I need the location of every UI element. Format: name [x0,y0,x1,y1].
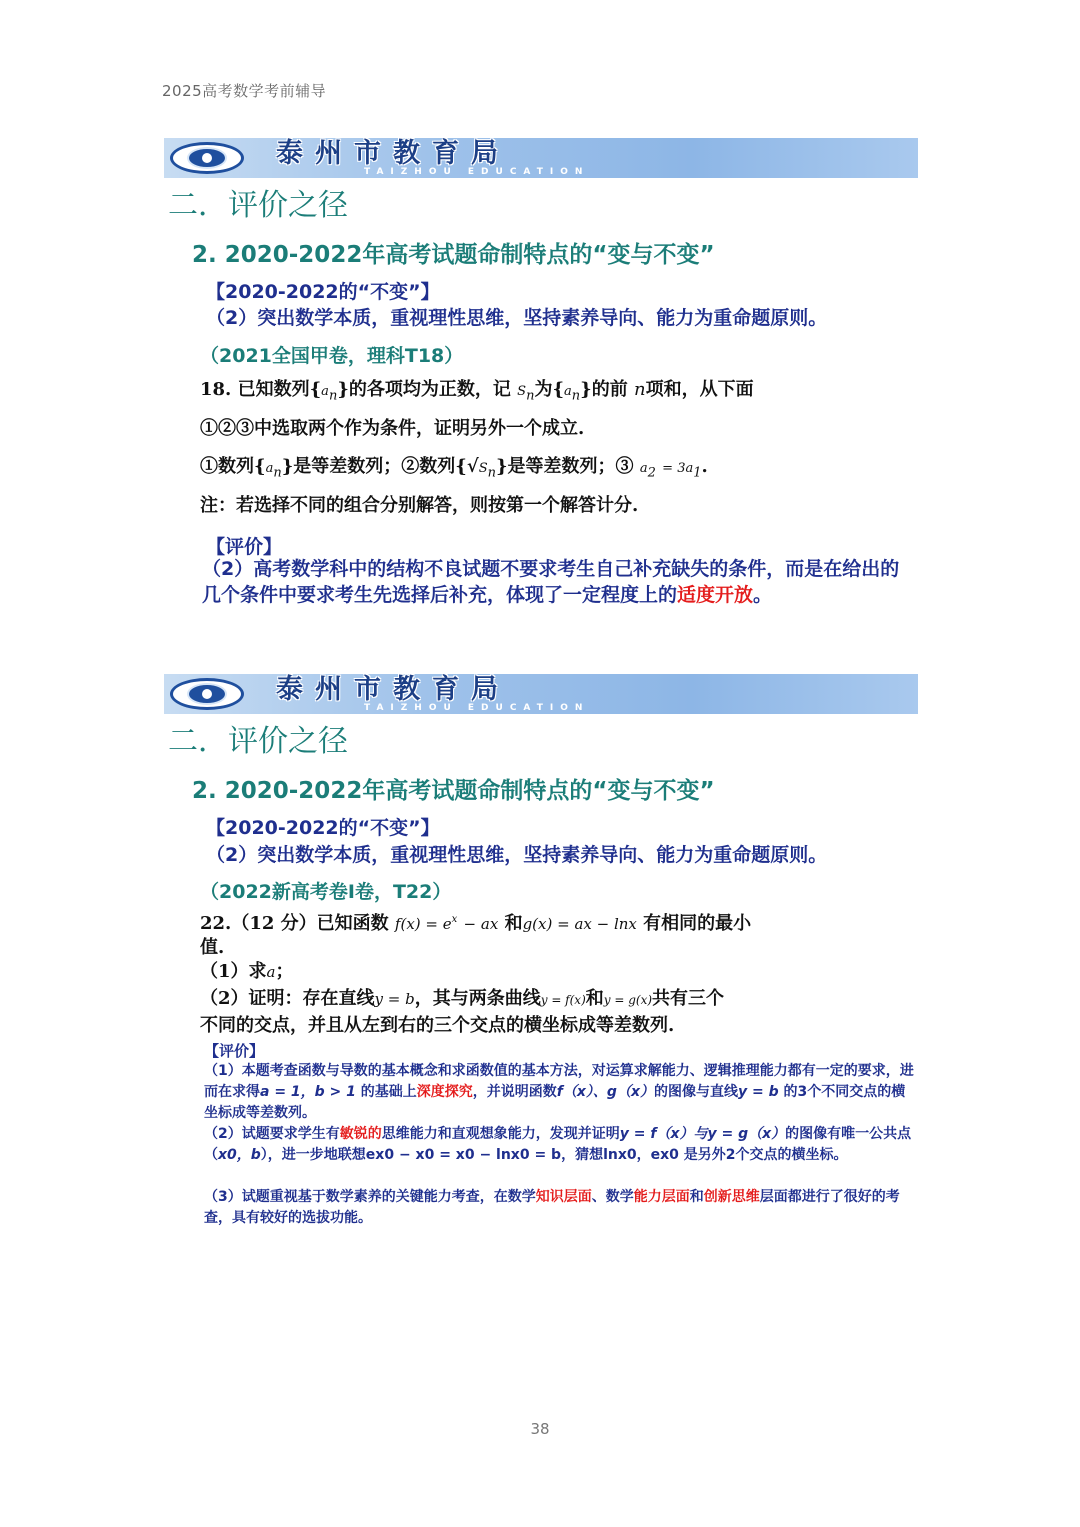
question-note: 注：若选择不同的组合分别解答，则按第一个解答计分. [200,495,639,516]
page-header: 2025高考数学考前辅导 [162,82,327,100]
section-title: 二．评价之径 [168,188,348,223]
logo-icon [170,678,244,710]
principle-text: （2）突出数学本质，重视理性思维，坚持素养导向、能力为重命题原则。 [206,844,828,866]
question-line: 值. [200,937,225,958]
banner-subtitle: TAIZHOU EDUCATION [364,703,590,713]
logo-icon [170,142,244,174]
eval-tag: 【评价】 [206,536,283,558]
question-line: ①②③中选取两个作为条件，证明另外一个成立. [200,418,585,439]
sub-title: 2. 2020-2022年高考试题命制特点的“变与不变” [192,778,715,804]
highlight-text: 适度开放 [677,584,754,606]
question-line: 22.（12 分）已知函数 $f(x) = e^x$ − ax 和g(x) = ax − lnx 有相同的最小 [200,913,752,934]
eval-item-2: （2）试题要求学生有敏锐的思维能力和直观想象能力，发现并证明y = f（x）与y = g（x）的图像有唯一公共点（x0，b），进一步地联想ex0 − x0 = x0 − lnx0 = b，猜想lnx0，ex0 是另外2个交点的横坐标。 [204,1126,912,1163]
banner-subtitle: TAIZHOU EDUCATION [364,167,590,177]
eval-tag: 【评价】 [204,1042,265,1060]
question-source: （2021全国甲卷，理科T18） [200,345,464,367]
banner [164,674,918,714]
eval-item-1: （1）本题考查函数与导数的基本概念和求函数值的基本方法，对运算求解能力、逻辑推理能力都有一定的要求，进而在求得a = 1，b > 1 的基础上深度探究，并说明函数f（x）、g（x）的图像与直线y = b 的3个不同交点的横坐标成等差数列。 [204,1063,914,1121]
page-number: 38 [530,1420,550,1438]
eval-text: （2）高考数学科中的结构不良试题不要求考生自己补充缺失的条件，而是在给出的几个条件中要求考生先选择后补充，体现了一定程度上的适度开放。 [202,558,900,606]
question-line: （1）求a； [200,961,294,982]
question-line: ①数列$\{a_n\}$是等差数列；②数列$\{√S_n\}$是等差数列；③ $a_2 = 3a_1$. [200,456,708,481]
question-line: 不同的交点，并且从左到右的三个交点的横坐标成等差数列. [200,1015,675,1036]
banner-title: 泰州市教育局 [276,138,510,169]
tag-label: 【2020-2022的“不变”】 [206,817,440,839]
sub-title: 2. 2020-2022年高考试题命制特点的“变与不变” [192,242,715,268]
banner-title: 泰州市教育局 [276,674,510,705]
section-title: 二．评价之径 [168,724,348,759]
question-source: （2022新高考卷Ⅰ卷，T22） [200,881,452,903]
question-line: 18. 已知数列$\{a_n\}$的各项均为正数，记 $S_n$为$\{a_n\}$的前 n项和，从下面 [200,379,754,404]
eval-item-3: （3）试题重视基于数学素养的关键能力考查，在数学知识层面、数学能力层面和创新思维层面都进行了很好的考查，具有较好的选拔功能。 [204,1189,900,1226]
banner [164,138,918,178]
tag-label: 【2020-2022的“不变”】 [206,281,440,303]
principle-text: （2）突出数学本质，重视理性思维，坚持素养导向、能力为重命题原则。 [206,307,828,329]
question-line: （2）证明：存在直线y = b，其与两条曲线y = f(x)和y = g(x)共有三个 [200,988,725,1009]
